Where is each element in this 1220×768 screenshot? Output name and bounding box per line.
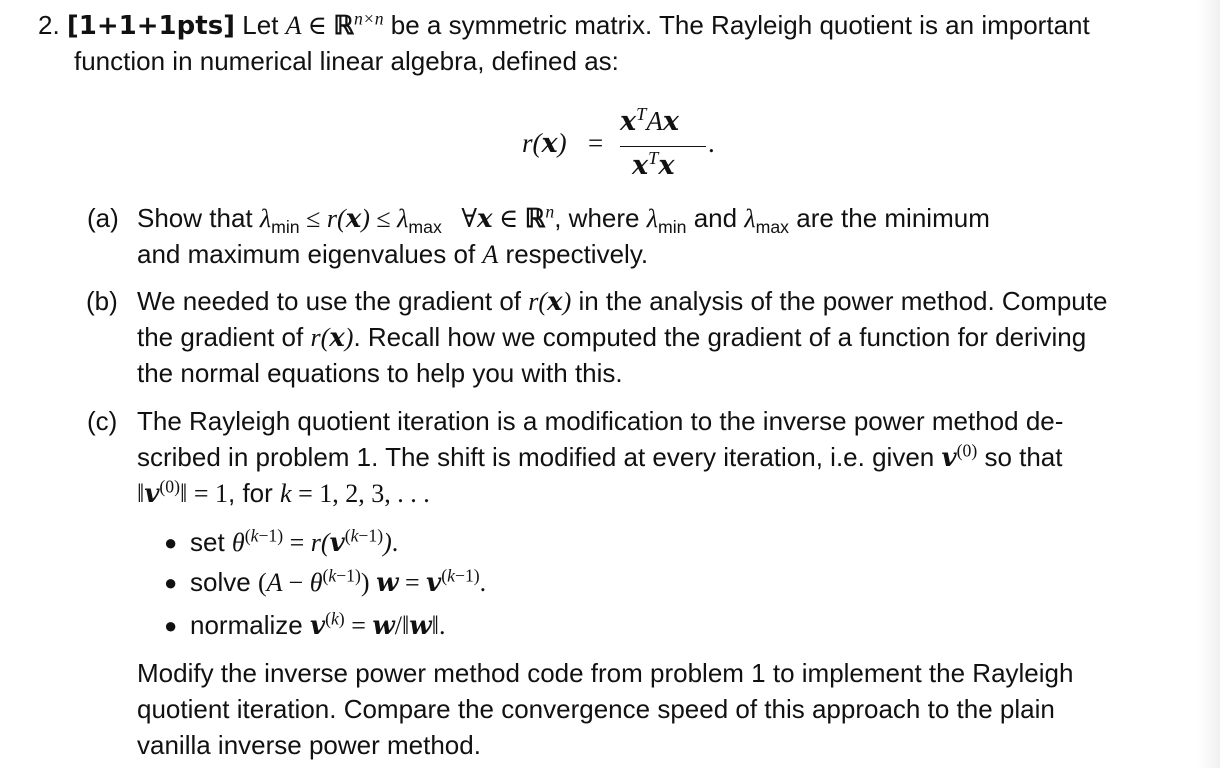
part-b-text-1-end: in the analysis of the power method. Compute xyxy=(578,286,1108,316)
bullet-set-label: set xyxy=(190,527,225,557)
part-c-para-line-1: Modify the inverse power method code from problem 1 to implement the Rayleigh xyxy=(137,658,1074,688)
part-a-line-1: Show that $\lambda_{min} \le r(x) \le \lambda_{max}$ ∀x ∈ ℝ$^n$, where $\lambda_{min}$ and $\lambda_{max}$ are the minimum xyxy=(137,201,990,238)
part-a-text-where: where xyxy=(568,203,640,233)
bullet-dot: ● xyxy=(164,530,178,555)
part-a-text-and: and xyxy=(693,203,738,233)
problem-number: 2. xyxy=(38,10,60,40)
part-c-text-2-end: so that xyxy=(984,442,1063,472)
bullet-dot: ● xyxy=(164,613,178,638)
bullet-set: set $\theta^{(k-1)} = r(v^{(k-1)})$. xyxy=(190,525,399,558)
part-b-line-2: the gradient of r(x). Recall how we computed the gradient of a function for deriving xyxy=(137,322,1087,353)
part-b-text-2-end: . Recall how we computed the gradient of a function for deriving xyxy=(353,322,1087,352)
problem-intro-line-2: function in numerical linear algebra, defined as: xyxy=(74,46,619,76)
problem-intro-text: be a symmetric matrix. The Rayleigh quotient is an important xyxy=(390,10,1090,40)
part-b-line-3: the normal equations to help you with this. xyxy=(137,358,623,388)
part-a-text-suffix: are the minimum xyxy=(796,203,990,233)
part-a-label: (a) xyxy=(87,203,119,233)
part-c-line-3: $‖v^{(0)}‖ = 1$, for k = 1, 2, 3, . . . xyxy=(137,476,430,509)
part-a-text-2-end: respectively. xyxy=(505,239,649,269)
problem-points: [1+1+1pts] xyxy=(66,11,236,41)
part-a-text-2: and maximum eigenvalues of xyxy=(137,239,476,269)
bullet-normalize-label: normalize xyxy=(190,610,303,640)
part-a-text-show: Show that xyxy=(137,203,253,233)
part-a-line-2: and maximum eigenvalues of A respectively. xyxy=(137,239,649,269)
part-c-text-for: for xyxy=(242,478,273,508)
part-c-line-1: The Rayleigh quotient iteration is a modification to the inverse power method de- xyxy=(137,406,1064,436)
page-edge-shadow xyxy=(1198,0,1220,768)
part-c-text-2: scribed in problem 1. The shift is modified at every iteration, i.e. given xyxy=(137,442,935,472)
part-b-text-2: the gradient of xyxy=(137,322,304,352)
part-c-para-line-2: quotient iteration. Compare the convergence speed of this approach to the plain xyxy=(137,694,1055,724)
problem-intro-line-1 xyxy=(38,8,1090,43)
part-b-label: (b) xyxy=(86,286,118,316)
part-c-para-line-3: vanilla inverse power method. xyxy=(137,730,481,760)
part-c-label: (c) xyxy=(87,406,118,436)
math-A-in-Rnxn: A ∈ ℝ$^{n\times n}$ xyxy=(285,8,384,40)
bullet-solve: solve $(A - \theta^{(k-1)})$ $w = v^{(k-1)}$. xyxy=(190,565,487,598)
part-b-text-1: We needed to use the gradient of xyxy=(137,286,522,316)
part-b-line-1: We needed to use the gradient of r(x) in the analysis of the power method. Compute xyxy=(137,286,1108,317)
bullet-normalize: normalize $v^{(k)}$ = w/‖w‖. xyxy=(190,608,446,641)
problem-intro-let: Let xyxy=(242,10,279,40)
bullet-dot: ● xyxy=(164,570,178,595)
part-c-line-2: scribed in problem 1. The shift is modified at every iteration, i.e. given $v^{(0)}$ so that xyxy=(137,440,1063,473)
bullet-solve-label: solve xyxy=(190,567,251,597)
math-inequality: $\lambda_{min} \le r(x) \le \lambda_{max}$ ∀x ∈ ℝ$^n$ xyxy=(259,201,555,238)
rayleigh-quotient-equation: r(x) = $x^TAx$ $x^Tx$ . xyxy=(522,104,715,181)
